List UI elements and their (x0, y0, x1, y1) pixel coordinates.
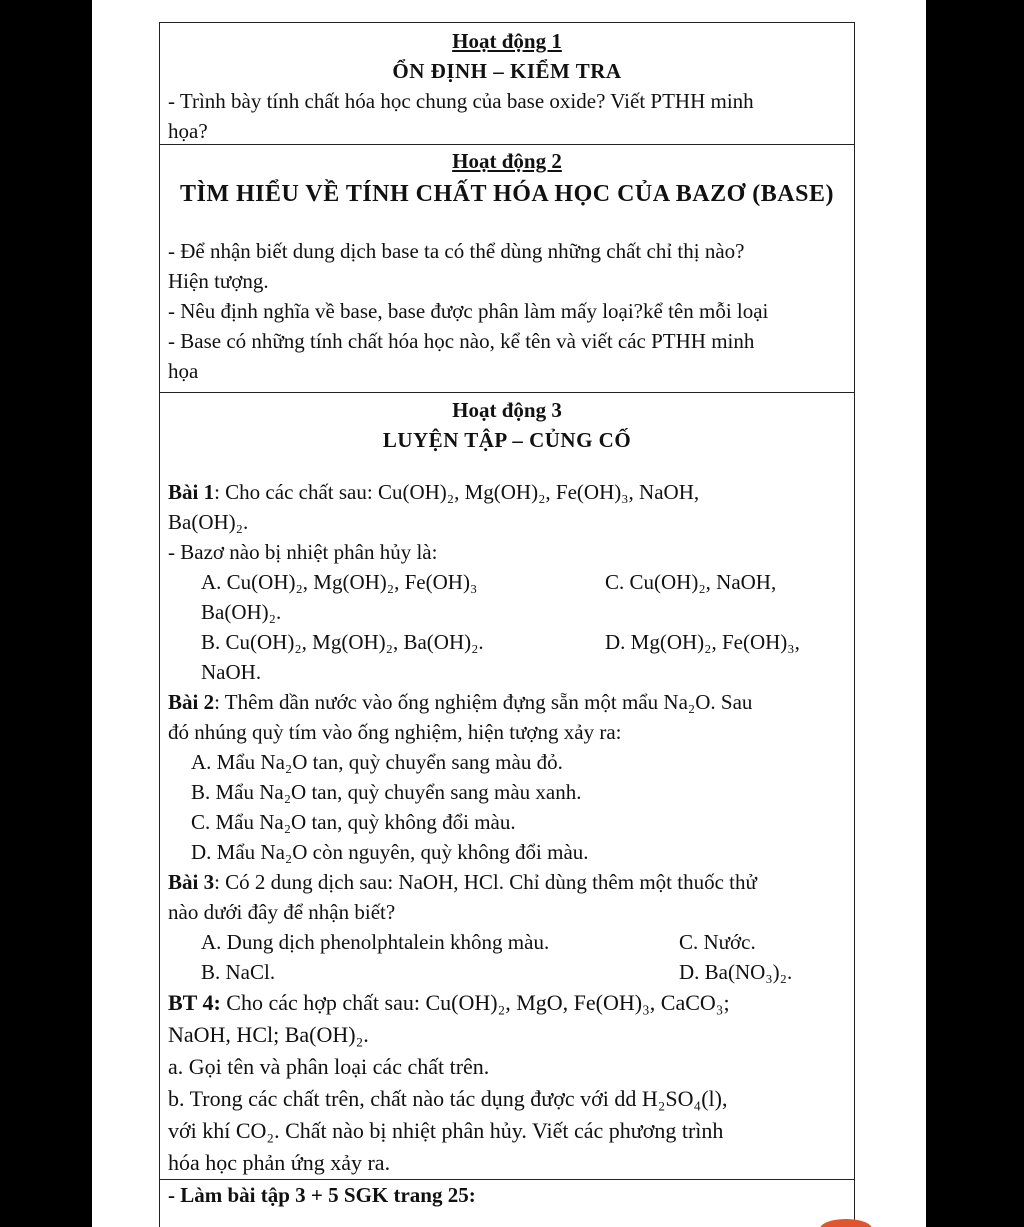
bai1-option-c: C. Cu(OH)₂, NaOH, (605, 570, 777, 594)
bai1-row-bd (168, 627, 846, 657)
bt4-part-b-1: b. Trong các chất trên, chất nào tác dụng được với dd H₂SO₄(l), (168, 1086, 728, 1111)
bai3-option-a: A. Dung dịch phenolphtalein không màu. (201, 930, 550, 954)
document-page (92, 0, 926, 1227)
bai2-option-b: B. Mẩu Na₂O tan, quỳ chuyển sang màu xanh. (191, 780, 582, 804)
bai2-option-c: C. Mẩu Na₂O tan, quỳ không đổi màu. (191, 810, 516, 834)
bt4-line-1 (168, 987, 846, 1019)
activity-1-line-2: họa? (168, 119, 208, 143)
homework-row (160, 1179, 854, 1210)
bai3-line-1 (168, 867, 846, 897)
bai3-text-1: : Có 2 dung dịch sau: NaOH, HCl. Chỉ dùng thêm một thuốc thử (214, 870, 757, 894)
bai1-line-2: Ba(OH)₂. (168, 510, 249, 534)
bai3-row-bd (168, 957, 846, 987)
bai1-question: - Bazơ nào bị nhiệt phân hủy là: (168, 540, 438, 564)
bai3-option-b: B. NaCl. (201, 960, 276, 984)
activity-1-line-1: - Trình bày tính chất hóa học chung của base oxide? Viết PTHH minh (168, 89, 754, 113)
bai3-option-c: C. Nước. (679, 930, 756, 954)
activity-1-title: Hoạt động 1 (452, 29, 562, 53)
bt4-text-1: Cho các hợp chất sau: Cu(OH)₂, MgO, Fe(OH)₃, CaCO₃; (220, 990, 730, 1015)
activity-2-line-3: - Nêu định nghĩa về base, base được phân làm mấy loại?kể tên mỗi loại (168, 299, 769, 323)
activity-2-line-5: họa (168, 359, 199, 383)
activity-2-line-2: Hiện tượng. (168, 269, 269, 293)
bai1-option-d-cont: NaOH. (201, 660, 262, 684)
bai2-label: Bài 2 (168, 690, 215, 714)
activity-2-line-4: - Base có những tính chất hóa học nào, kể tên và viết các PTHH minh (168, 329, 755, 353)
activity-2-line-1: - Để nhận biết dung dịch base ta có thể dùng những chất chỉ thị nào? (168, 239, 745, 263)
activity-2-cell (160, 145, 854, 393)
homework-text: - Làm bài tập 3 + 5 SGK trang 25: (168, 1183, 476, 1207)
bt4-part-b-2: với khí CO₂. Chất nào bị nhiệt phân hủy. Viết các phương trình (168, 1118, 724, 1143)
bt4-label: BT 4: (168, 990, 221, 1015)
activity-3-cell (160, 393, 854, 1227)
bai2-text-1: : Thêm dần nước vào ống nghiệm đựng sẵn một mẩu Na₂O. Sau (214, 690, 753, 714)
bai2-line-2: đó nhúng quỳ tím vào ống nghiệm, hiện tượng xảy ra: (168, 720, 622, 744)
bai1-text-1: : Cho các chất sau: Cu(OH)₂, Mg(OH)₂, Fe(OH)₃, NaOH, (214, 480, 700, 504)
bt4-part-b-3: hóa học phản ứng xảy ra. (168, 1150, 391, 1175)
bai3-label: Bài 3 (168, 870, 215, 894)
activity-2-heading: TÌM HIỂU VỀ TÍNH CHẤT HÓA HỌC CỦA BAZƠ (BASE) (180, 181, 834, 207)
bai1-option-c-cont: Ba(OH)₂. (201, 600, 282, 624)
bai1-option-b: B. Cu(OH)₂, Mg(OH)₂, Ba(OH)₂. (201, 630, 484, 654)
bai1-option-a: A. Cu(OH)₂, Mg(OH)₂, Fe(OH)₃ (201, 570, 478, 594)
lesson-table (159, 22, 855, 1227)
bai2-line-1 (168, 687, 846, 717)
bai3-option-d: D. Ba(NO₃)₂. (679, 960, 793, 984)
bai2-option-d: D. Mẩu Na₂O còn nguyên, quỳ không đổi màu. (191, 840, 589, 864)
bt4-line-2: NaOH, HCl; Ba(OH)₂. (168, 1022, 369, 1047)
bai1-option-d: D. Mg(OH)₂, Fe(OH)₃, (605, 630, 800, 654)
bai1-label: Bài 1 (168, 480, 215, 504)
bai1-line-1 (168, 477, 846, 507)
activity-3-title: Hoạt động 3 (452, 398, 562, 422)
activity-1-heading: ỔN ĐỊNH – KIỂM TRA (392, 59, 622, 83)
activity-2-title: Hoạt động 2 (452, 149, 562, 173)
activity-1-cell (160, 23, 854, 145)
bai1-row-ac (168, 567, 846, 597)
bt4-part-a: a. Gọi tên và phân loại các chất trên. (168, 1054, 490, 1079)
bai2-option-a: A. Mẩu Na₂O tan, quỳ chuyển sang màu đỏ. (191, 750, 563, 774)
activity-3-heading: LUYỆN TẬP – CỦNG CỐ (382, 428, 632, 452)
bai3-line-2: nào dưới đây để nhận biết? (168, 900, 396, 924)
bai3-row-ac (168, 927, 846, 957)
